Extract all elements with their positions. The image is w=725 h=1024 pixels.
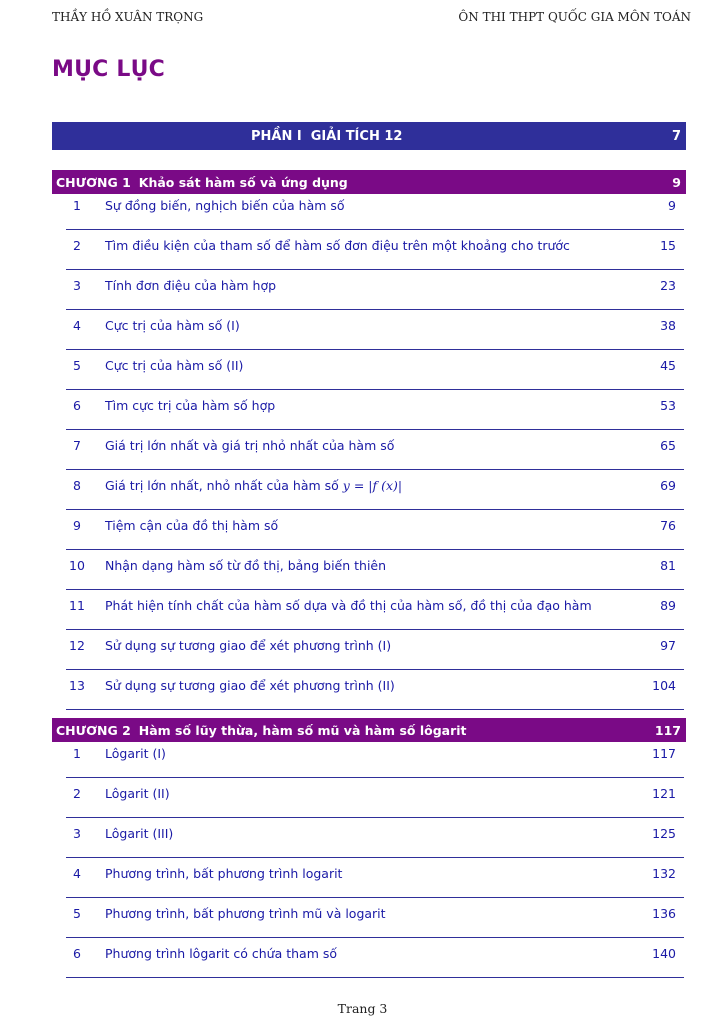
toc-entry[interactable] [66,510,684,550]
entry-page: 15 [660,238,676,253]
chapter-title: Hàm số lũy thừa, hàm số mũ và hàm số lôgarit [138,723,467,738]
toc-entry[interactable] [66,350,684,390]
part-label: PHẦN I GIẢI TÍCH 12 [251,129,403,144]
entry-page: 65 [660,438,676,453]
chapter-label [56,175,348,190]
toc-part-1[interactable] [52,122,686,150]
entry-page: 136 [652,906,676,921]
entry-number: 12 [69,638,85,653]
entry-number: 7 [73,438,81,453]
entry-number: 5 [73,358,81,373]
toc-entry[interactable] [66,590,684,630]
toc-entry[interactable] [66,230,684,270]
chapter-number: CHƯƠNG 1 [56,175,131,190]
toc-entry[interactable] [66,818,684,858]
entry-title: Lôgarit (II) [105,786,170,801]
entry-number: 11 [69,598,85,613]
toc-entry[interactable] [66,670,684,710]
entry-title: Phát hiện tính chất của hàm số dựa và đồ thị của hàm số, đồ thị của đạo hàm [105,598,592,613]
entry-number: 1 [73,746,81,761]
chapter-page: 9 [672,175,681,190]
entry-title-math: y = |f (x)| [342,478,403,493]
entry-page: 53 [660,398,676,413]
entry-title: Cực trị của hàm số (I) [105,318,240,333]
entry-title: Lôgarit (III) [105,826,174,841]
entry-number: 9 [73,518,81,533]
chapter-label [56,723,467,738]
toc-entry[interactable] [66,898,684,938]
entry-number: 1 [73,198,81,213]
toc-entry[interactable] [66,630,684,670]
toc-entry[interactable] [66,858,684,898]
entry-page: 121 [652,786,676,801]
entry-title: Phương trình lôgarit có chứa tham số [105,946,338,961]
toc-entry[interactable] [66,430,684,470]
toc-entry[interactable] [66,190,684,230]
entry-title: Giá trị lớn nhất và giá trị nhỏ nhất của hàm số [105,438,395,453]
entry-number: 8 [73,478,81,493]
entry-page: 117 [652,746,676,761]
entry-title-text: Giá trị lớn nhất, nhỏ nhất của hàm số [105,478,343,493]
entry-title: Sự đồng biến, nghịch biến của hàm số [105,198,345,213]
entry-page: 38 [660,318,676,333]
toc-entry[interactable] [66,938,684,978]
entry-page: 89 [660,598,676,613]
entry-number: 4 [73,866,81,881]
entry-number: 6 [73,946,81,961]
page-title: MỤC LỤC [52,57,165,82]
toc-entry[interactable] [66,550,684,590]
entry-number: 13 [69,678,85,693]
entry-page: 69 [660,478,676,493]
entry-number: 2 [73,238,81,253]
entry-title: Tính đơn điệu của hàm hợp [105,278,277,293]
header-course: ÔN THI THPT QUỐC GIA MÔN TOÁN [458,10,691,24]
entry-title: Tìm cực trị của hàm số hợp [105,398,276,413]
entry-number: 6 [73,398,81,413]
chapter-2-entries [66,738,684,978]
entry-number: 4 [73,318,81,333]
entry-page: 125 [652,826,676,841]
entry-title: Lôgarit (I) [105,746,166,761]
chapter-page: 117 [654,723,681,738]
entry-number: 3 [73,278,81,293]
entry-title: Phương trình, bất phương trình logarit [105,866,343,881]
toc-entry[interactable] [66,390,684,430]
chapter-1-entries [66,190,684,710]
entry-number: 3 [73,826,81,841]
entry-title: Sử dụng sự tương giao để xét phương trình (II) [105,678,395,693]
entry-page: 132 [652,866,676,881]
toc-entry[interactable] [66,270,684,310]
chapter-number: CHƯƠNG 2 [56,723,131,738]
toc-entry[interactable] [66,470,684,510]
part-page: 7 [671,129,681,144]
header-author: THẦY HỒ XUÂN TRỌNG [52,10,204,24]
toc-entry[interactable] [66,778,684,818]
entry-number: 5 [73,906,81,921]
page-footer: Trang 3 [337,1001,388,1016]
toc-entry[interactable] [66,310,684,350]
entry-page: 140 [652,946,676,961]
entry-page: 104 [652,678,676,693]
entry-title: Sử dụng sự tương giao để xét phương trình (I) [105,638,392,653]
entry-title: Tiệm cận của đồ thị hàm số [105,518,279,533]
entry-page: 97 [660,638,676,653]
entry-title: Phương trình, bất phương trình mũ và logarit [105,906,386,921]
entry-title: Tìm điều kiện của tham số để hàm số đơn điệu trên một khoảng cho trước [105,238,570,253]
entry-number: 10 [69,558,85,573]
entry-page: 81 [660,558,676,573]
entry-page: 23 [660,278,676,293]
entry-page: 45 [660,358,676,373]
entry-title [105,478,402,493]
chapter-title: Khảo sát hàm số và ứng dụng [138,175,348,190]
entry-title: Nhận dạng hàm số từ đồ thị, bảng biến thiên [105,558,387,573]
entry-page: 76 [660,518,676,533]
running-header [52,10,691,28]
entry-page: 9 [668,198,676,213]
toc-entry[interactable] [66,738,684,778]
entry-number: 2 [73,786,81,801]
entry-title: Cực trị của hàm số (II) [105,358,244,373]
